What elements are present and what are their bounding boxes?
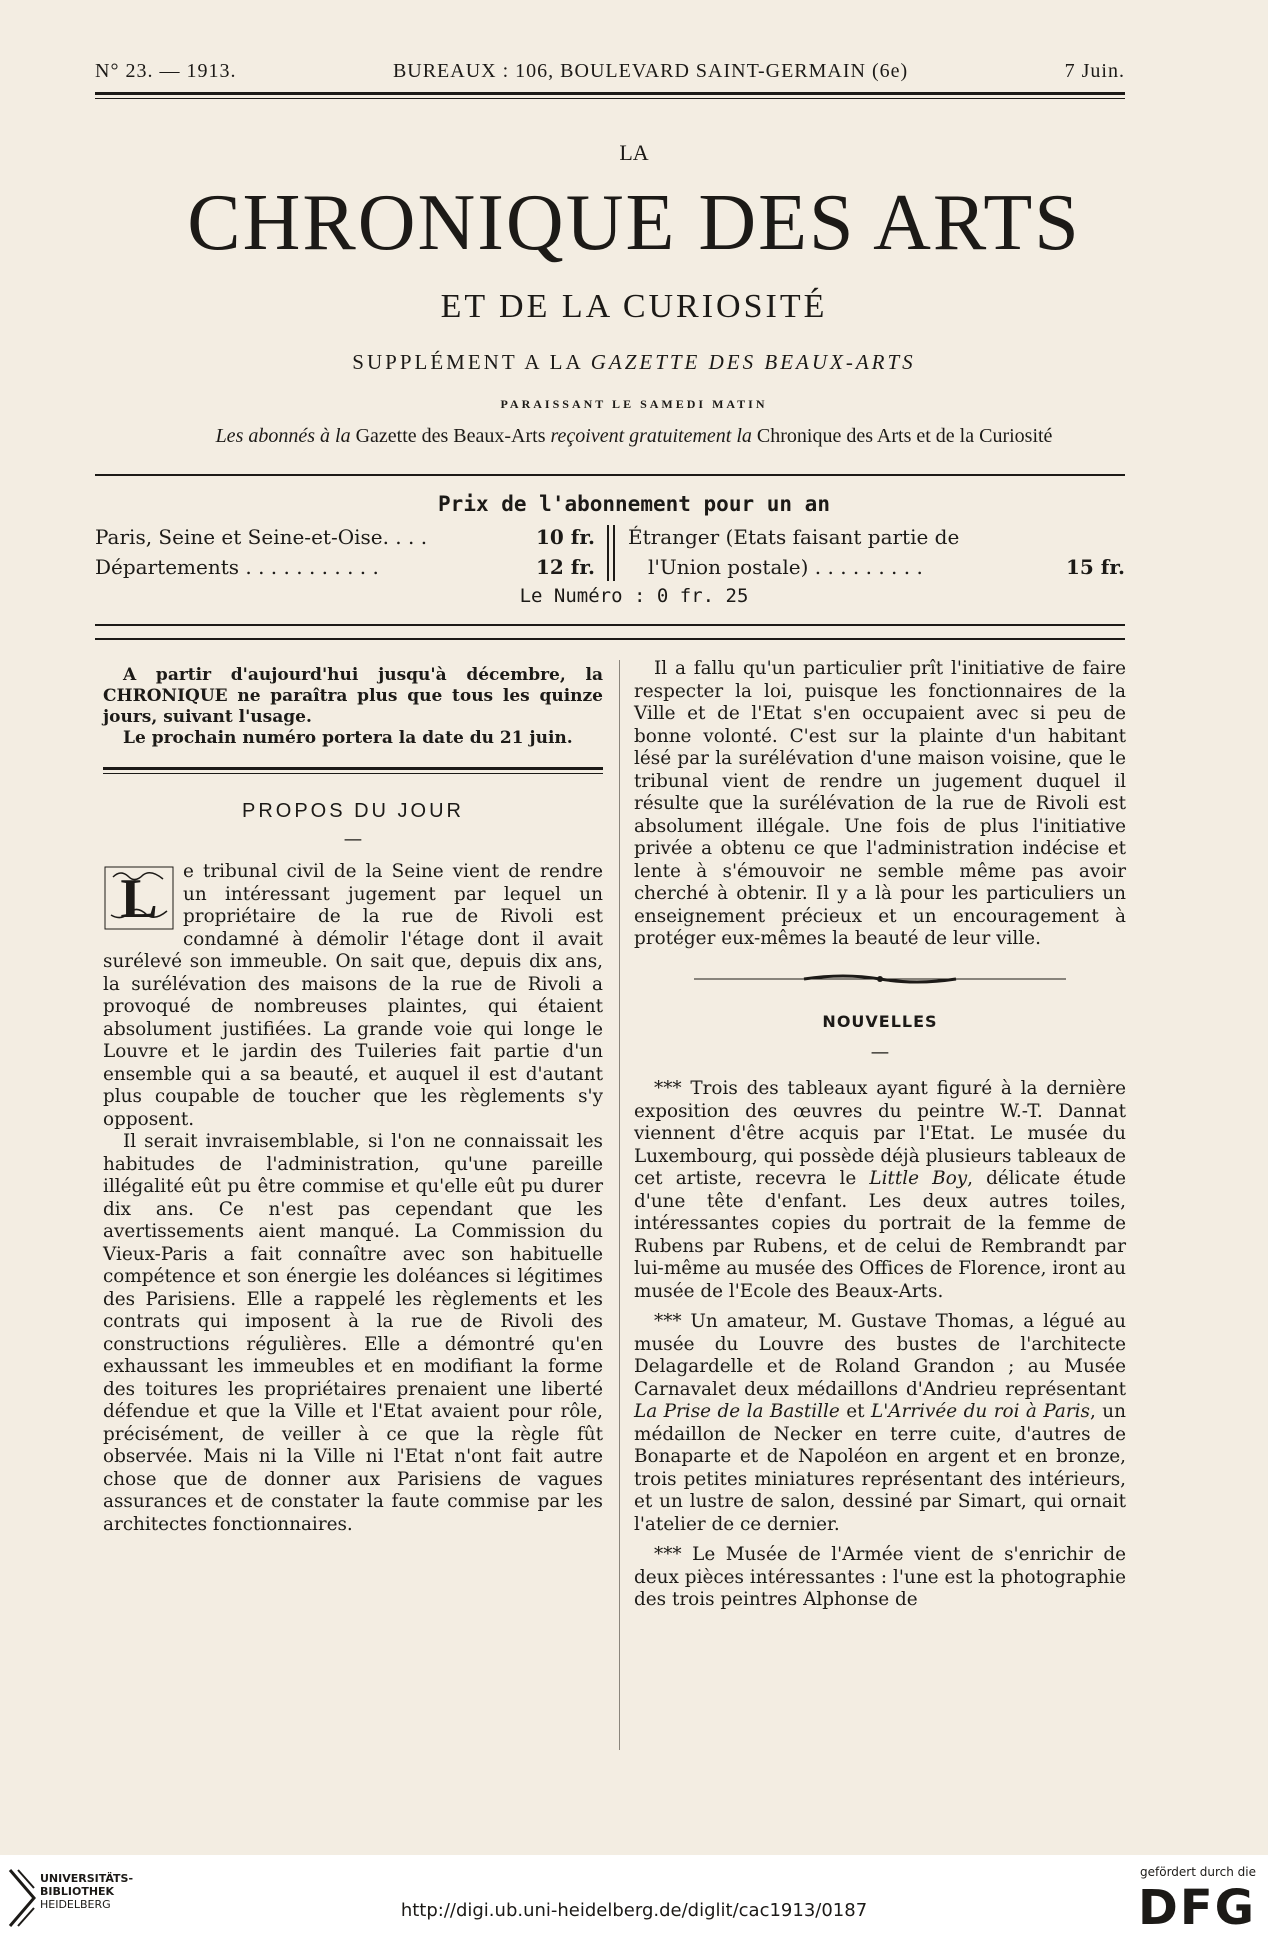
header-rule <box>95 92 1125 95</box>
nouvelles-dash: — <box>870 1041 890 1063</box>
n2-text-c: , un médaillon de Necker en terre cuite, d'autres de Bonaparte et de Napoléon en argent et en bronze, trois petites miniatures représentant des intérieurs, et un lustre de salon, dessiné par Simart, qui ornait l'atelier de ce dernier. <box>634 1401 1126 1535</box>
prix-dep-label: Départements . . . . . . . . . . . <box>95 555 379 579</box>
prix-paris-price: 10 fr. <box>535 525 595 549</box>
bureaux-address: BUREAUX : 106, BOULEVARD SAINT-GERMAIN (6e) <box>392 60 909 82</box>
library-line-2: BIBLIOTHEK <box>40 1885 115 1898</box>
prix-etranger-label-1: Étranger (Etats faisant partie de <box>628 525 960 549</box>
prix-etranger-1 <box>628 525 1028 549</box>
prix-title: Prix de l'abonnement pour un an <box>438 492 830 516</box>
propos-heading: PROPOS DU JOUR <box>241 800 465 822</box>
column-divider <box>619 660 620 1750</box>
dfg-logo: DFG <box>1138 1880 1257 1936</box>
propos-p1 <box>103 861 603 1131</box>
notice-p1: A partir d'aujourd'hui jusqu'à décembre, la CHRONIQUE ne paraîtra plus que tous les quinze jours, suivant l'usage. <box>103 665 603 727</box>
masthead-subtitle: ET DE LA CURIOSITÉ <box>440 288 828 325</box>
supplement-gazette: GAZETTE DES BEAUX-ARTS <box>590 350 916 374</box>
nouvelles-heading: NOUVELLES <box>822 1012 938 1031</box>
n1-italic: Little Boy <box>869 1168 968 1189</box>
nouvelles-item-2 <box>634 1311 1126 1536</box>
prix-etranger-price: 15 fr. <box>1065 555 1125 579</box>
issue-header-line <box>95 60 1125 83</box>
dropcap-ornament <box>103 865 175 931</box>
prix-paris <box>95 525 595 549</box>
prix-rule-1 <box>95 624 1125 626</box>
prix-dep-price: 12 fr. <box>535 555 595 579</box>
left-column <box>103 665 603 1536</box>
propos-p2: Il serait invraisemblable, si l'on ne connaissait les habitudes de l'administration, qu'une pareille illégalité eût pu être commise et qu'elle eût pu durer dix ans. Ce n'est pas cependant que les avertissements aient manqué. La Commission du Vieux-Paris a fait connaître avec son habituelle compétence et son énergie les doléances si légitimes des Parisiens. Elle a rappelé les règlements et les contrats qui imposent à la rue de Rivoli des constructions régulières. Elle a démontré qu'en exhaussant les immeubles et en modifiant la forme des toitures les propriétaires prenaient une liberté défendue et que la Ville et l'Etat avaient pour rôle, précisément, de veiller à ce que la règle fût observée. Mais ni la Ville ni l'Etat n'ont fait autre chose que de donner aux Parisiens de vagues assurances et de constater la faute commise par les architectes fonctionnaires. <box>103 1131 603 1535</box>
dropcap-letter: L <box>120 868 158 930</box>
abonnes-part4: Chronique des Arts et de la Curiosité <box>756 425 1053 447</box>
library-line-3: HEIDELBERG <box>40 1898 111 1911</box>
masthead-title: CHRONIQUE DES ARTS <box>187 179 1081 267</box>
funded-by-text: gefördert durch die <box>1140 1865 1256 1879</box>
notice-rule <box>103 767 603 774</box>
abonnes-part3: reçoivent gratuitement la <box>550 425 752 447</box>
digital-url-link[interactable]: http://digi.ub.uni-heidelberg.de/diglit/cac1913/0187 <box>400 1900 868 1921</box>
abonnes-line <box>0 425 1268 448</box>
header-rule-thin <box>95 98 1125 99</box>
n1-text-b: , délicate étude d'une tête d'enfant. Les deux autres toiles, intéressantes copies du portrait de la femme de Rubens par Rubens, et de celui de Rembrandt par lui-même au musée des Offices de Florence, iront au musée de l'Ecole des Beaux-Arts. <box>634 1168 1126 1302</box>
masthead-rule <box>95 474 1125 476</box>
supplement-prefix: SUPPLÉMENT A LA <box>352 350 583 374</box>
nouvelles-item-1 <box>634 1078 1126 1303</box>
supplement-line <box>0 350 1268 375</box>
abonnes-part1: Les abonnés à la <box>215 425 351 447</box>
prix-etranger-label-2: l'Union postale) . . . . . . . . . <box>648 555 923 579</box>
prix-rule-2 <box>95 638 1125 640</box>
prix-etranger-2 <box>648 555 1125 579</box>
n1-text-a: *** Trois des tableaux ayant figuré à la dernière exposition des œuvres du peintre W.-T. Dannat viennent d'être acquis par l'Etat. Le musée du Luxembourg, qui possède déjà plusieurs tableaux de cet artiste, recevra le <box>634 1078 1126 1189</box>
prix-divider-2 <box>613 525 615 581</box>
right-column <box>634 658 1126 1612</box>
propos-p3: Il a fallu qu'un particulier prît l'initiative de faire respecter la loi, puisque les fonctionnaires de la Ville et de l'Etat s'en occupaient avec si peu de bonne volonté. C'est sur la plainte d'un habitant lésé par la surélévation d'une maison voisine, que le tribunal vient de rendre un jugement duquel il résulte que la surélévation de la rue de Rivoli est absolument illégale. Une fois de plus l'initiative privée a obtenu ce que l'administration indécise et lente à s'émouvoir ne semble même pas avoir cherché à obtenir. Il y a là pour les particuliers un enseignement précieux et un encouragement à protéger eux-mêmes la beauté de leur ville. <box>634 658 1126 949</box>
masthead-la: LA <box>619 140 649 165</box>
issue-date: 7 Juin. <box>1064 60 1125 82</box>
prix-paris-label: Paris, Seine et Seine-et-Oise. . . . <box>95 525 428 549</box>
prix-departements <box>95 555 595 579</box>
notice-block <box>103 665 603 749</box>
parution-line: PARAISSANT LE SAMEDI MATIN <box>500 397 768 411</box>
library-line-1: UNIVERSITÄTS- <box>40 1872 134 1885</box>
prix-numero: Le Numéro : 0 fr. 25 <box>519 585 749 607</box>
n2-text-b: et <box>839 1401 871 1422</box>
abonnes-part2: Gazette des Beaux-Arts <box>355 425 546 447</box>
propos-p1-text: e tribunal civil de la Seine vient de rendre un intéressant jugement par lequel un propriétaire de la rue de Rivoli est condamné à démolir l'étage dont il avait surélevé son immeuble. On sait que, depuis dix ans, la surélévation des maisons de la rue de Rivoli a provoqué de nombreuses plaintes, qui étaient absolument justifiées. La grande voie qui longe le Louvre et le jardin des Tuileries fait partie d'un ensemble qui a sa beauté, et auquel il est d'autant plus coupable de toucher que les règlements s'y opposent. <box>103 861 603 1130</box>
dropcap-svg <box>103 865 175 931</box>
prix-divider-1 <box>607 525 609 581</box>
issue-number: N° 23. — 1913. <box>95 60 237 82</box>
n2-italic-2: L'Arrivée du roi à Paris <box>870 1401 1090 1422</box>
n2-text-a: *** Un amateur, M. Gustave Thomas, a légué au musée du Louvre des bustes de l'architecte Delagardelle et de Roland Grandon ; au Musée Carnavalet deux médaillons d'Andrieu représentant <box>634 1311 1126 1400</box>
n2-italic-1: La Prise de la Bastille <box>634 1401 840 1422</box>
nouvelles-item-3: *** Le Musée de l'Armée vient de s'enrichir de deux pièces intéressantes : l'une est la photographie des trois peintres Alphonse de <box>634 1544 1126 1610</box>
section-ornament <box>634 971 1126 987</box>
notice-p2: Le prochain numéro portera la date du 21 juin. <box>123 728 573 748</box>
propos-dash: — <box>343 828 363 850</box>
